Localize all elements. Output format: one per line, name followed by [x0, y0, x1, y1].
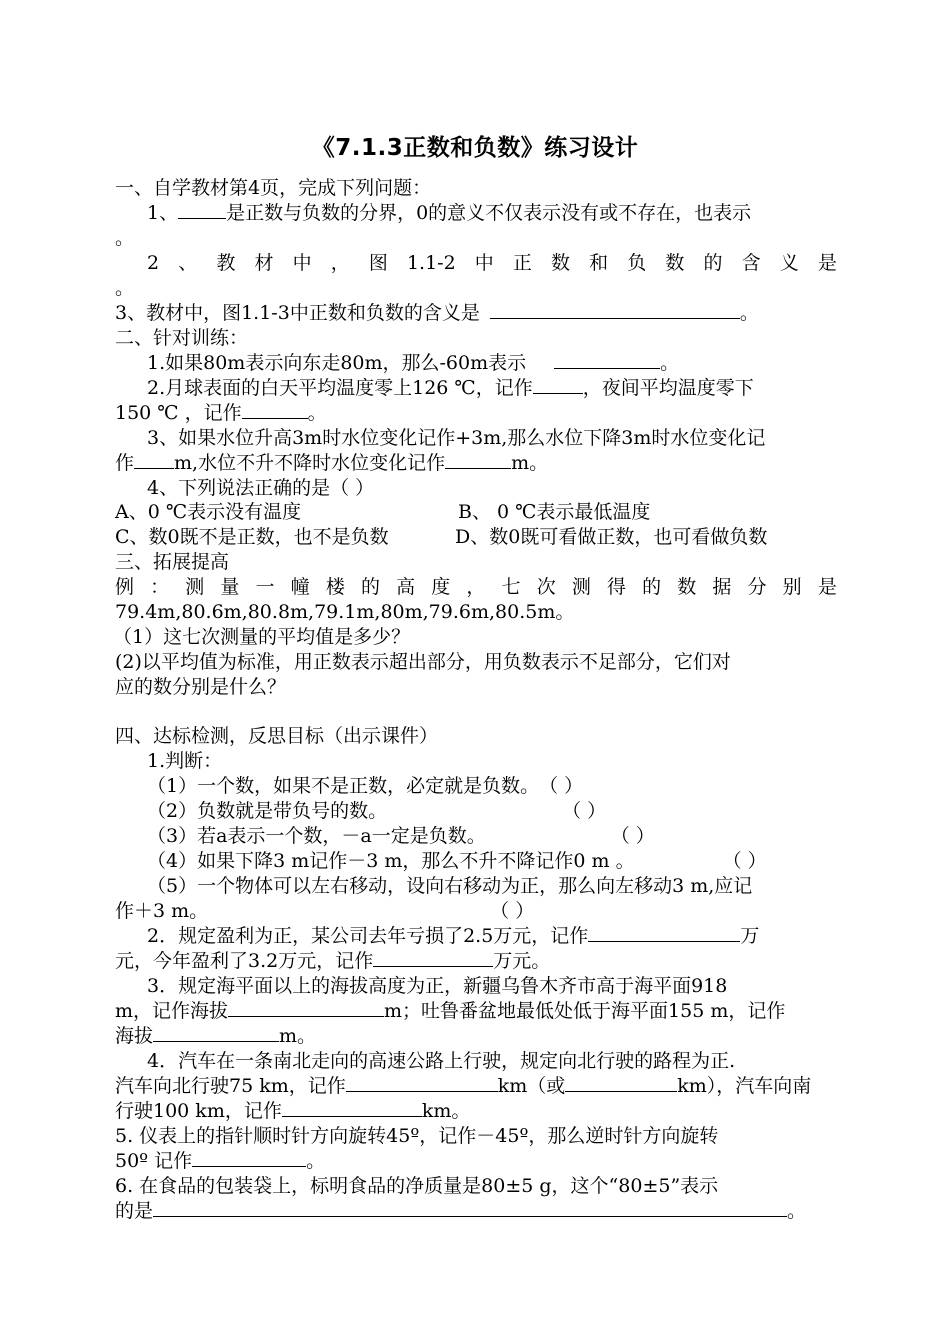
- s1-q2-char: 含: [741, 252, 761, 274]
- s2-q4-option-b: B、 0 ℃表示最低温度: [458, 501, 651, 523]
- s3-question-2: (2)以平均值为标准，用正数表示超出部分，用负数表示不足部分，它们对: [115, 651, 731, 673]
- s4-q4-text-d: km），汽车向南: [677, 1075, 812, 1097]
- s3-question-1: （1）这七次测量的平均值是多少？: [113, 626, 411, 648]
- s1-q3-text: 3、教材中，图1.1-3中正数和负数的含义是: [115, 302, 480, 324]
- s3-example-char: 测: [571, 576, 591, 598]
- s3-example-char: 一: [255, 576, 275, 598]
- s1-q3-end: 。: [739, 302, 759, 324]
- s1-q1-number: 1、: [147, 202, 179, 224]
- s1-q2-char: 图: [368, 252, 388, 274]
- s3-example-char: 幢: [290, 576, 310, 598]
- s1-q2-char: 数: [551, 252, 571, 274]
- s2-q2-text: 2.月球表面的白天平均温度零上126 ℃，记作: [147, 377, 533, 399]
- s4-q2-text-d: 万元。: [493, 950, 551, 972]
- s2-question-4: 4、下列说法正确的是（ ）: [147, 477, 375, 499]
- s3-example-char: 据: [712, 576, 732, 598]
- s3-example-char: 测: [185, 576, 205, 598]
- s4-q2-text-c: 元，今年盈利了3.2万元，记作: [115, 950, 374, 972]
- s1-question-1: [147, 201, 837, 225]
- s4-q4-line-3: [115, 1099, 837, 1123]
- s4-q2-line-2: [115, 949, 837, 973]
- s4-q3-text-c: m；吐鲁番盆地最低处低于海平面155 m，记作: [384, 1000, 786, 1022]
- s4-q3-text-b: m，记作海拔: [115, 1000, 229, 1022]
- s2-q2-text-b: ，夜间平均温度零下: [582, 377, 754, 399]
- s2-q3-text-d: m。: [511, 452, 549, 474]
- s2-q2-end: 。: [307, 402, 327, 424]
- answer-blank[interactable]: [242, 401, 308, 419]
- section-2-heading: 二、针对训练：: [115, 327, 249, 349]
- s3-example-char: 数: [677, 576, 697, 598]
- page-title: 《7.1.3正数和负数》练习设计: [311, 135, 639, 161]
- judge-item-1: [147, 774, 837, 798]
- s1-q2-char: 是: [817, 252, 837, 274]
- answer-blank[interactable]: [490, 301, 740, 319]
- answer-blank[interactable]: [346, 1074, 498, 1092]
- s1-question-3: [115, 301, 837, 325]
- s4-q4-text-b: 汽车向北行驶75 km，记作: [115, 1075, 346, 1097]
- answer-paren[interactable]: （ ）: [610, 825, 655, 847]
- s2-question-3: 3、如果水位升高3m时水位变化记作+3m,那么水位下降3m时水位变化记: [147, 427, 766, 449]
- s3-example: [115, 575, 837, 599]
- s2-q1-text: 1.如果80m表示向东走80m，那么-60m表示: [147, 352, 527, 374]
- s4-q6-end: 。: [787, 1200, 807, 1222]
- s4-q2-text-b: 万: [740, 925, 760, 947]
- judge-item-3: [147, 824, 837, 848]
- s1-q2-char: 教: [216, 252, 236, 274]
- s4-q3-line-3: [115, 1024, 837, 1048]
- answer-blank[interactable]: [554, 351, 660, 369]
- answer-blank[interactable]: [192, 1149, 306, 1167]
- s2-q1-end: 。: [660, 352, 680, 374]
- s3-example-data: 79.4m,80.6m,80.8m,79.1m,80m,79.6m,80.5m。: [115, 601, 575, 623]
- judge-item-4: [147, 849, 837, 873]
- s1-q2-char: 负: [627, 252, 647, 274]
- judge-3-text: （3）若a表示一个数，－a一定是负数。: [147, 825, 486, 847]
- s4-q4-line-2: [115, 1074, 837, 1098]
- s4-q3-text-e: m。: [279, 1025, 317, 1047]
- s4-question-4: 4．汽车在一条南北走向的高速公路上行驶，规定向北行驶的路程为正.: [147, 1050, 736, 1072]
- s3-example-char: ：: [150, 576, 170, 598]
- answer-blank[interactable]: [373, 949, 493, 967]
- judge-item-5-line-2: [115, 899, 837, 923]
- s4-q6-text-b: 的是: [115, 1200, 154, 1222]
- answer-paren[interactable]: （ ）: [490, 900, 535, 922]
- answer-blank[interactable]: [153, 1024, 279, 1042]
- s1-q2-char: 1.1-2: [406, 252, 456, 274]
- answer-blank[interactable]: [153, 1199, 787, 1217]
- s1-q2-char: 正: [512, 252, 532, 274]
- s4-q5-end: 。: [306, 1150, 326, 1172]
- judge-5-text: 作＋3 m。: [115, 900, 209, 922]
- s1-q2-char: 义: [779, 252, 799, 274]
- s2-q4-option-c: C、数0既不是正数，也不是负数: [115, 526, 389, 548]
- s1-q2-char: 数: [665, 252, 685, 274]
- s4-question-5: 5. 仪表上的指针顺时针方向旋转45º，记作－45º，那么逆时针方向旋转: [115, 1125, 719, 1147]
- s1-q2-char: 的: [703, 252, 723, 274]
- s4-q3-text-d: 海拔: [115, 1025, 154, 1047]
- s1-q2-char: 中: [474, 252, 494, 274]
- s2-q3-line-2: [115, 451, 837, 475]
- judge-4-text: （4）如果下降3 m记作－3 m，那么不升不降记作0 m 。: [147, 850, 635, 872]
- s3-example-char: 的: [642, 576, 662, 598]
- s4-q5-line-2: [115, 1149, 837, 1173]
- s1-q2-char: 材: [254, 252, 274, 274]
- s1-q2-char: 2: [147, 252, 160, 274]
- s2-question-1: [147, 351, 837, 375]
- s4-q2-text: 2．规定盈利为正，某公司去年亏损了2.5万元，记作: [147, 925, 589, 947]
- s3-example-char: 楼: [325, 576, 345, 598]
- answer-paren[interactable]: （ ）: [562, 800, 607, 822]
- s1-q2-char: 中: [292, 252, 312, 274]
- s3-example-char: ，: [466, 576, 486, 598]
- s1-q2-char: 、: [178, 252, 198, 274]
- s4-judge-heading: 1.判断：: [147, 750, 223, 772]
- answer-blank[interactable]: [178, 201, 226, 219]
- s2-q3-text-c: m,水位不升不降时水位变化记作: [174, 452, 446, 474]
- judge-2-text: （2）负数就是带负号的数。: [147, 800, 388, 822]
- s2-q2-text-c: 150 ℃ ，记作: [115, 402, 242, 424]
- s3-question-2-line-2: 应的数分别是什么？: [115, 676, 287, 698]
- s3-example-char: 分: [747, 576, 767, 598]
- answer-paren[interactable]: （ ）: [722, 850, 767, 872]
- answer-blank[interactable]: [565, 1074, 677, 1092]
- s2-q3-text-b: 作: [115, 452, 135, 474]
- s4-q4-text-e: 行驶100 km，记作: [115, 1100, 282, 1122]
- section-4-heading: 四、达标检测，反思目标（出示课件）: [115, 725, 439, 747]
- answer-blank[interactable]: [282, 1099, 422, 1117]
- s1-q2-char: 和: [589, 252, 609, 274]
- answer-paren[interactable]: （ ）: [539, 775, 584, 797]
- s1-q2-char: ，: [330, 252, 350, 274]
- s4-q4-text-f: km。: [421, 1100, 471, 1122]
- answer-blank[interactable]: [588, 924, 740, 942]
- s4-question-3: 3．规定海平面以上的海拔高度为正，新疆乌鲁木齐市高于海平面918: [147, 975, 728, 997]
- s4-q4-text-c: km（或: [497, 1075, 566, 1097]
- s3-example-char: 的: [360, 576, 380, 598]
- s3-example-char: 七: [501, 576, 521, 598]
- answer-blank[interactable]: [445, 451, 511, 469]
- s3-example-char: 高: [396, 576, 416, 598]
- s1-q1-text: 是正数与负数的分界，0的意义不仅表示没有或不存在，也表示: [226, 202, 752, 224]
- answer-blank[interactable]: [533, 376, 583, 394]
- s4-q3-line-2: [115, 999, 837, 1023]
- s2-q4-option-d: D、数0既可看做正数，也可看做负数: [455, 526, 768, 548]
- s3-example-char: 是: [817, 576, 837, 598]
- judge-item-5: （5）一个物体可以左右移动，设向右移动为正，那么向左移动3 m,应记: [147, 875, 753, 897]
- s1-q1-end: 。: [115, 227, 135, 249]
- s3-example-char: 量: [220, 576, 240, 598]
- s2-q4-option-a: A、0 ℃表示没有温度: [115, 501, 302, 523]
- s3-example-char: 得: [606, 576, 626, 598]
- s1-question-2: [147, 251, 837, 275]
- s1-q2-end: 。: [115, 277, 135, 299]
- s3-example-char: 度: [431, 576, 451, 598]
- section-3-heading: 三、拓展提高: [115, 551, 230, 573]
- judge-1-text: （1）一个数，如果不是正数，必定就是负数。: [147, 775, 540, 797]
- s3-example-char: 别: [782, 576, 802, 598]
- s3-example-char: 例: [115, 576, 135, 598]
- s2-question-2: [147, 376, 837, 400]
- section-1-heading: 一、自学教材第4页，完成下列问题：: [115, 177, 432, 199]
- s4-question-6: 6. 在食品的包装袋上，标明食品的净质量是80±5 g，这个“80±5”表示: [115, 1175, 719, 1197]
- s4-q6-line-2: [115, 1199, 837, 1223]
- answer-blank[interactable]: [134, 451, 174, 469]
- judge-item-2: [147, 799, 837, 823]
- answer-blank[interactable]: [228, 999, 384, 1017]
- s4-question-2: [147, 924, 837, 948]
- s2-q2-line-2: [115, 401, 837, 425]
- s4-q5-text-b: 50º 记作: [115, 1150, 193, 1172]
- s3-example-char: 次: [536, 576, 556, 598]
